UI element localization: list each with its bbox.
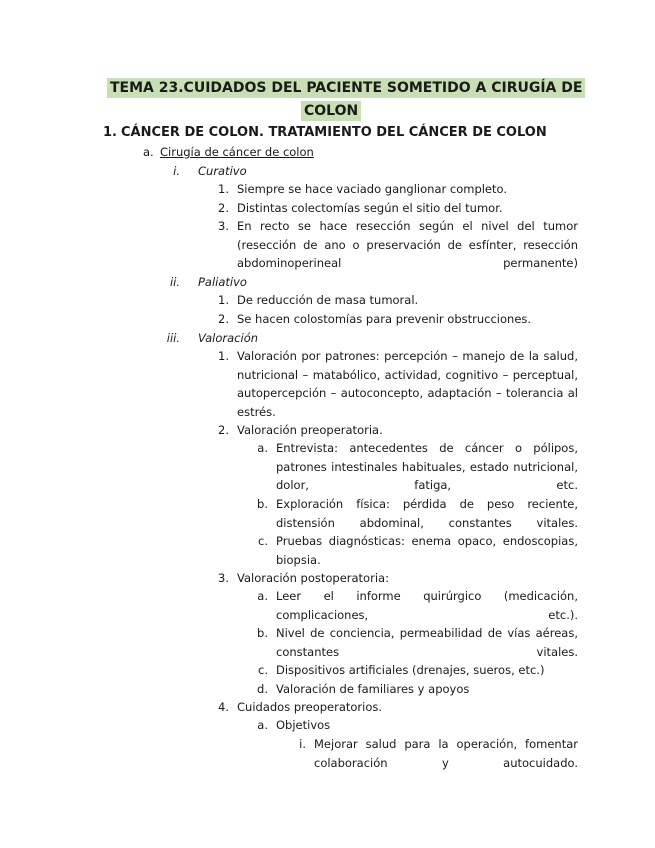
- list-marker: 1.: [218, 293, 229, 307]
- list-marker: c.: [258, 534, 268, 548]
- postop-dispositivos: Dispositivos artificiales (drenajes, sueros, etc.): [276, 663, 545, 677]
- list-marker: c.: [258, 663, 268, 677]
- postop-familiares: Valoración de familiares y apoyos: [276, 682, 470, 696]
- list-marker: 1.: [218, 182, 229, 196]
- curativo-item-3: En recto se hace resección según el nivel del tumor (resección de ano o preservación de esfínter, resección abdominoperineal permanente): [237, 219, 578, 270]
- paliativo-item-2: Se hacen colostomías para prevenir obstrucciones.: [237, 312, 532, 326]
- list-marker: d.: [257, 682, 268, 696]
- list-marker: a.: [257, 718, 268, 732]
- valoracion-postoperatoria-label: Valoración postoperatoria:: [237, 571, 389, 585]
- list-marker: 3.: [218, 219, 229, 233]
- list-marker-iii: iii.: [166, 331, 180, 345]
- valoracion-item-1: Valoración por patrones: percepción – manejo de la salud, nutricional – matabólico, actividad, cognitivo – perceptual, autopercepción – autoconcepto, adaptación – tolerancia al estrés.: [237, 349, 578, 419]
- paliativo-item-1: De reducción de masa tumoral.: [237, 293, 419, 307]
- valoracion-label: Valoración: [198, 331, 259, 345]
- title-line-1: TEMA 23.CUIDADOS DEL PACIENTE SOMETIDO A CIRUGÍA DE: [107, 78, 585, 98]
- list-marker: 2.: [218, 201, 229, 215]
- list-marker-ii: ii.: [169, 275, 180, 289]
- subsection-cirugia-label: Cirugía de cáncer de colon: [160, 145, 314, 159]
- curativo-item-1: Siempre se hace vaciado ganglionar completo.: [237, 182, 508, 196]
- list-marker: 3.: [218, 571, 229, 585]
- list-marker: 4.: [218, 700, 229, 714]
- list-marker: a.: [257, 441, 268, 455]
- list-marker: a.: [257, 589, 268, 603]
- list-marker: i.: [299, 737, 306, 751]
- objetivos-label: Objetivos: [276, 718, 331, 732]
- postop-informe: Leer el informe quirúrgico (medicación, complicaciones, etc.).: [276, 589, 578, 622]
- section-heading: CÁNCER DE COLON. TRATAMIENTO DEL CÁNCER DE COLON: [121, 125, 547, 140]
- list-marker: 2.: [218, 423, 229, 437]
- preop-entrevista: Entrevista: antecedentes de cáncer o pólipos, patrones intestinales habituales, estado nutricional, dolor, fatiga, etc.: [276, 441, 578, 492]
- list-marker-i: i.: [173, 164, 180, 178]
- section-number: 1.: [103, 125, 117, 140]
- paliativo-label: Paliativo: [198, 275, 247, 289]
- curativo-label: Curativo: [198, 164, 247, 178]
- list-marker: b.: [257, 497, 268, 511]
- preop-pruebas: Pruebas diagnósticas: enema opaco, endoscopias, biopsia.: [276, 534, 578, 567]
- list-marker-a: a.: [143, 145, 154, 159]
- valoracion-preoperatoria-label: Valoración preoperatoria.: [237, 423, 383, 437]
- list-marker: 1.: [218, 349, 229, 363]
- cuidados-preoperatorios-label: Cuidados preoperatorios.: [237, 700, 383, 714]
- objetivo-item-1: Mejorar salud para la operación, fomentar colaboración y autocuidado.: [314, 737, 578, 770]
- postop-conciencia: Nivel de conciencia, permeabilidad de vías aéreas, constantes vitales.: [276, 626, 578, 659]
- list-marker: b.: [257, 626, 268, 640]
- list-marker: 2.: [218, 312, 229, 326]
- preop-exploracion: Exploración física: pérdida de peso reciente, distensión abdominal, constantes vitales.: [276, 497, 578, 530]
- curativo-item-2: Distintas colectomías según el sitio del tumor.: [237, 201, 503, 215]
- title-line-2: COLON: [301, 101, 361, 121]
